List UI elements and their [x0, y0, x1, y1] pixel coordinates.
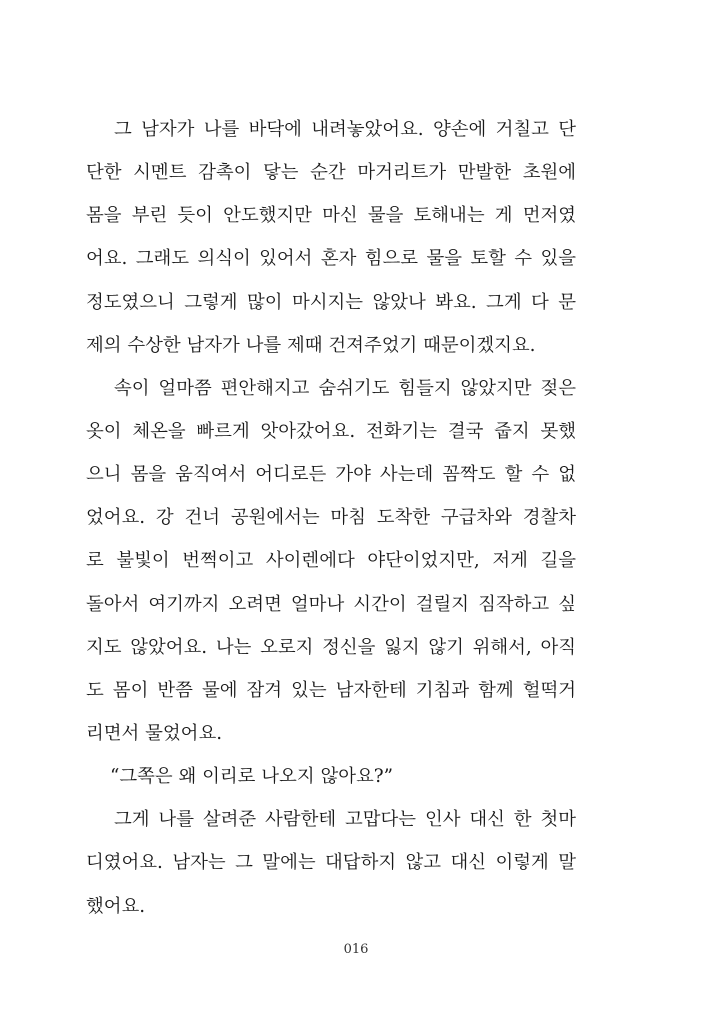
body-text — [86, 108, 576, 928]
text-line: 지도 않았어요. 나는 오로지 정신을 잃지 않기 위해서, 아직 — [86, 636, 576, 658]
text-line: 어요. 그래도 의식이 있어서 혼자 힘으로 물을 토할 수 있을 — [86, 248, 576, 270]
text-line: 도 몸이 반쯤 물에 잠겨 있는 남자한테 기침과 함께 헐떡거 — [86, 679, 576, 701]
dialogue-line: “그쪽은 왜 이리로 나오지 않아요?” — [110, 766, 393, 788]
text-line: 으니 몸을 움직여서 어디로든 가야 사는데 꼼짝도 할 수 없 — [86, 464, 576, 486]
text-line: 었어요. 강 건너 공원에서는 마침 도착한 구급차와 경찰차 — [86, 507, 576, 529]
text-line: 리면서 물었어요. — [86, 722, 223, 744]
text-line: 몸을 부린 듯이 안도했지만 마신 물을 토해내는 게 먼저였 — [86, 205, 576, 227]
text-line: 로 불빛이 번쩍이고 사이렌에다 야단이었지만, 저게 길을 — [86, 550, 576, 572]
text-line: 단한 시멘트 감촉이 닿는 순간 마거리트가 만발한 초원에 — [86, 162, 576, 184]
text-line: 옷이 체온을 빠르게 앗아갔어요. 전화기는 결국 줍지 못했 — [86, 420, 576, 442]
page-number: 016 — [343, 942, 369, 957]
text-line: 디였어요. 남자는 그 말에는 대답하지 않고 대신 이렇게 말 — [86, 852, 576, 874]
text-line: 속이 얼마쯤 편안해지고 숨쉬기도 힘들지 않았지만 젖은 — [114, 377, 576, 399]
text-line: 돌아서 여기까지 오려면 얼마나 시간이 걸릴지 짐작하고 싶 — [86, 593, 576, 615]
text-line: 했어요. — [86, 895, 146, 917]
text-line: 정도였으니 그렇게 많이 마시지는 않았나 봐요. 그게 다 문 — [86, 291, 576, 313]
text-line: 그게 나를 살려준 사람한테 고맙다는 인사 대신 한 첫마 — [114, 809, 576, 831]
text-line: 제의 수상한 남자가 나를 제때 건져주었기 때문이겠지요. — [86, 334, 536, 356]
text-line: 그 남자가 나를 바닥에 내려놓았어요. 양손에 거칠고 단 — [114, 119, 576, 140]
